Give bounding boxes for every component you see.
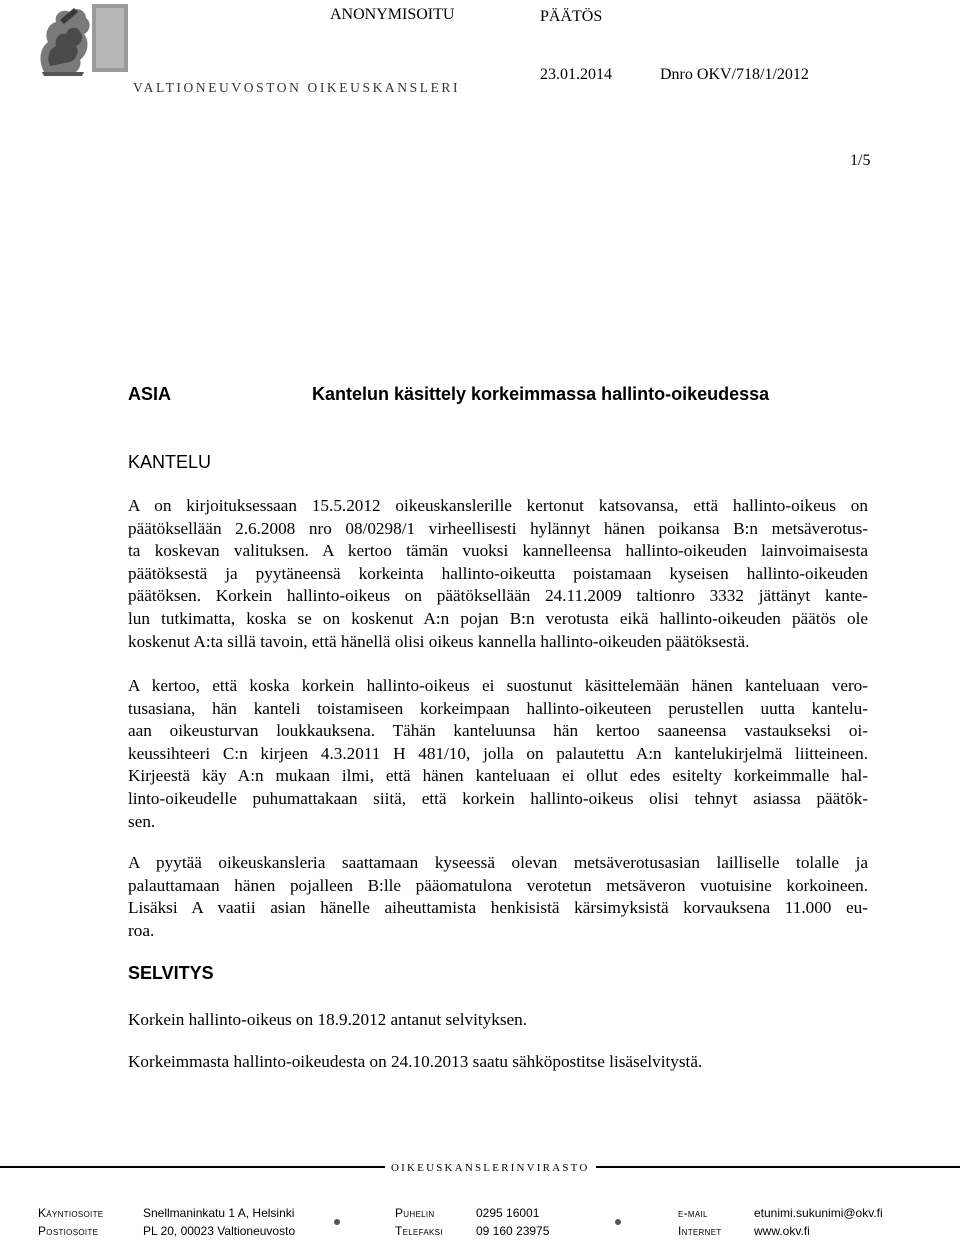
text-line: ta koskevan valituksen. A kertoo tämän vuoksi kannelleensa hallinto-oikeuden lainvoimaisesta [128, 541, 868, 561]
footer-separator-dot [334, 1219, 340, 1225]
text-line: Lisäksi A vaatii asian hänelle aiheuttamista henkisistä kärsimyksistä korvauksena 11.000 eu- [128, 898, 868, 918]
footer-fax-label: Telefaksi [395, 1224, 443, 1238]
text-line: A pyytää oikeuskansleria saattamaan kyseessä olevan metsäverotusasian lailliselle tolalle ja [128, 853, 868, 872]
page-number: 1/5 [850, 152, 871, 169]
anonymized-label: ANONYMISOITU [330, 6, 455, 23]
text-line: aan oikeusturvan loukkauksena. Tähän kanteluunsa hän kertoo saaneensa vastaukseksi oi- [128, 721, 868, 741]
footer-web-label: Internet [678, 1224, 722, 1238]
footer-phone-label: Puhelin [395, 1206, 435, 1220]
footer-organization: OIKEUSKANSLERINVIRASTO [385, 1162, 596, 1174]
text-line: A kertoo, että koska korkein hallinto-oikeus ei suostunut käsittelemään hänen kanteluaan vero- [128, 676, 868, 695]
text-line: päätöksen. Korkein hallinto-oikeus on päätöksellään 24.11.2009 taltionro 3332 jättänyt kante- [128, 586, 868, 606]
text-line: palauttamaan hänen pojalleen B:lle pääomatulona verotetun metsäveron vuotuisine korkoineen. [128, 875, 868, 895]
paragraph-statement [128, 1009, 868, 1032]
footer-visit-address: Snellmaninkatu 1 A, Helsinki [143, 1206, 295, 1220]
paragraph-second-complaint [128, 675, 868, 833]
text-line: Korkein hallinto-oikeus on 18.9.2012 antanut selvityksen. [128, 1010, 528, 1029]
subject-title: Kantelun käsittely korkeimmassa hallinto-oikeudessa [312, 384, 770, 404]
text-line: A on kirjoituksessaan 15.5.2012 oikeuskanslerille kertonut katsovansa, että hallinto-oikeus on [128, 496, 868, 515]
section-heading-selvitys: SELVITYS [128, 963, 214, 983]
paragraph-request [128, 852, 868, 942]
coat-of-arms-lion-icon [34, 2, 130, 78]
text-line: roa. [128, 920, 155, 940]
document-type: PÄÄTÖS [540, 8, 603, 25]
footer-email-label: e-mail [678, 1206, 708, 1220]
footer-website[interactable]: www.okv.fi [754, 1224, 810, 1238]
paragraph-additional-statement [128, 1051, 868, 1074]
subject-label: ASIA [128, 384, 172, 404]
text-line: päätöksestä ja pyytäneensä korkeinta hallinto-oikeutta poistamaan kyseisen hallinto-oikeuden [128, 563, 868, 583]
paragraph-complaint [128, 495, 868, 653]
text-line: päätöksellään 2.6.2008 nro 08/0298/1 virheellisesti hylännyt hänen poikansa B:n metsäverotus- [128, 518, 868, 538]
footer-phone: 0295 16001 [476, 1206, 540, 1220]
footer-separator-dot [615, 1219, 621, 1225]
text-line: lun tutkimatta, koska se on koskenut A:n pojan B:n verotusta eikä hallinto-oikeuden päätös ole [128, 608, 868, 628]
document-date: 23.01.2014 [540, 66, 612, 83]
text-line: Korkeimmasta hallinto-oikeudesta on 24.10.2013 saatu sähköpostitse lisäselvitystä. [128, 1052, 703, 1071]
text-line: sen. [128, 811, 156, 831]
text-line: linto-oikeudelle puhumattakaan siitä, että korkein hallinto-oikeus olisi tehnyt asiassa päätök- [128, 788, 868, 808]
footer-post-label: Postiosoite [38, 1224, 99, 1238]
footer-post-address: PL 20, 00023 Valtioneuvosto [143, 1224, 296, 1238]
text-line: tusasiana, hän kanteli toistamiseen korkeimpaan hallinto-oikeuteen perustellen uutta kantelu- [128, 698, 868, 718]
text-line: Kirjeestä käy A:n mukaan ilmi, että hänen kanteluaan ei ollut edes esitelty korkeimmalle hal- [128, 766, 868, 786]
section-heading-kantelu: KANTELU [128, 452, 212, 472]
text-line: keussihteeri C:n kirjeen 4.3.2011 H 481/10, jolla on palautettu A:n kantelukirjelmä liitteineen. [128, 743, 868, 763]
text-line: koskenut A:ta sillä tavoin, että hänellä olisi oikeus kannella hallinto-oikeuden päätöksestä. [128, 631, 750, 651]
footer-email[interactable]: etunimi.sukunimi@okv.fi [754, 1206, 883, 1220]
footer-visit-label: Käyntiosoite [38, 1206, 104, 1220]
document-number: Dnro OKV/718/1/2012 [660, 66, 809, 83]
organization-name: VALTIONEUVOSTON OIKEUSKANSLERI [133, 80, 461, 95]
footer-fax: 09 160 23975 [476, 1224, 550, 1238]
